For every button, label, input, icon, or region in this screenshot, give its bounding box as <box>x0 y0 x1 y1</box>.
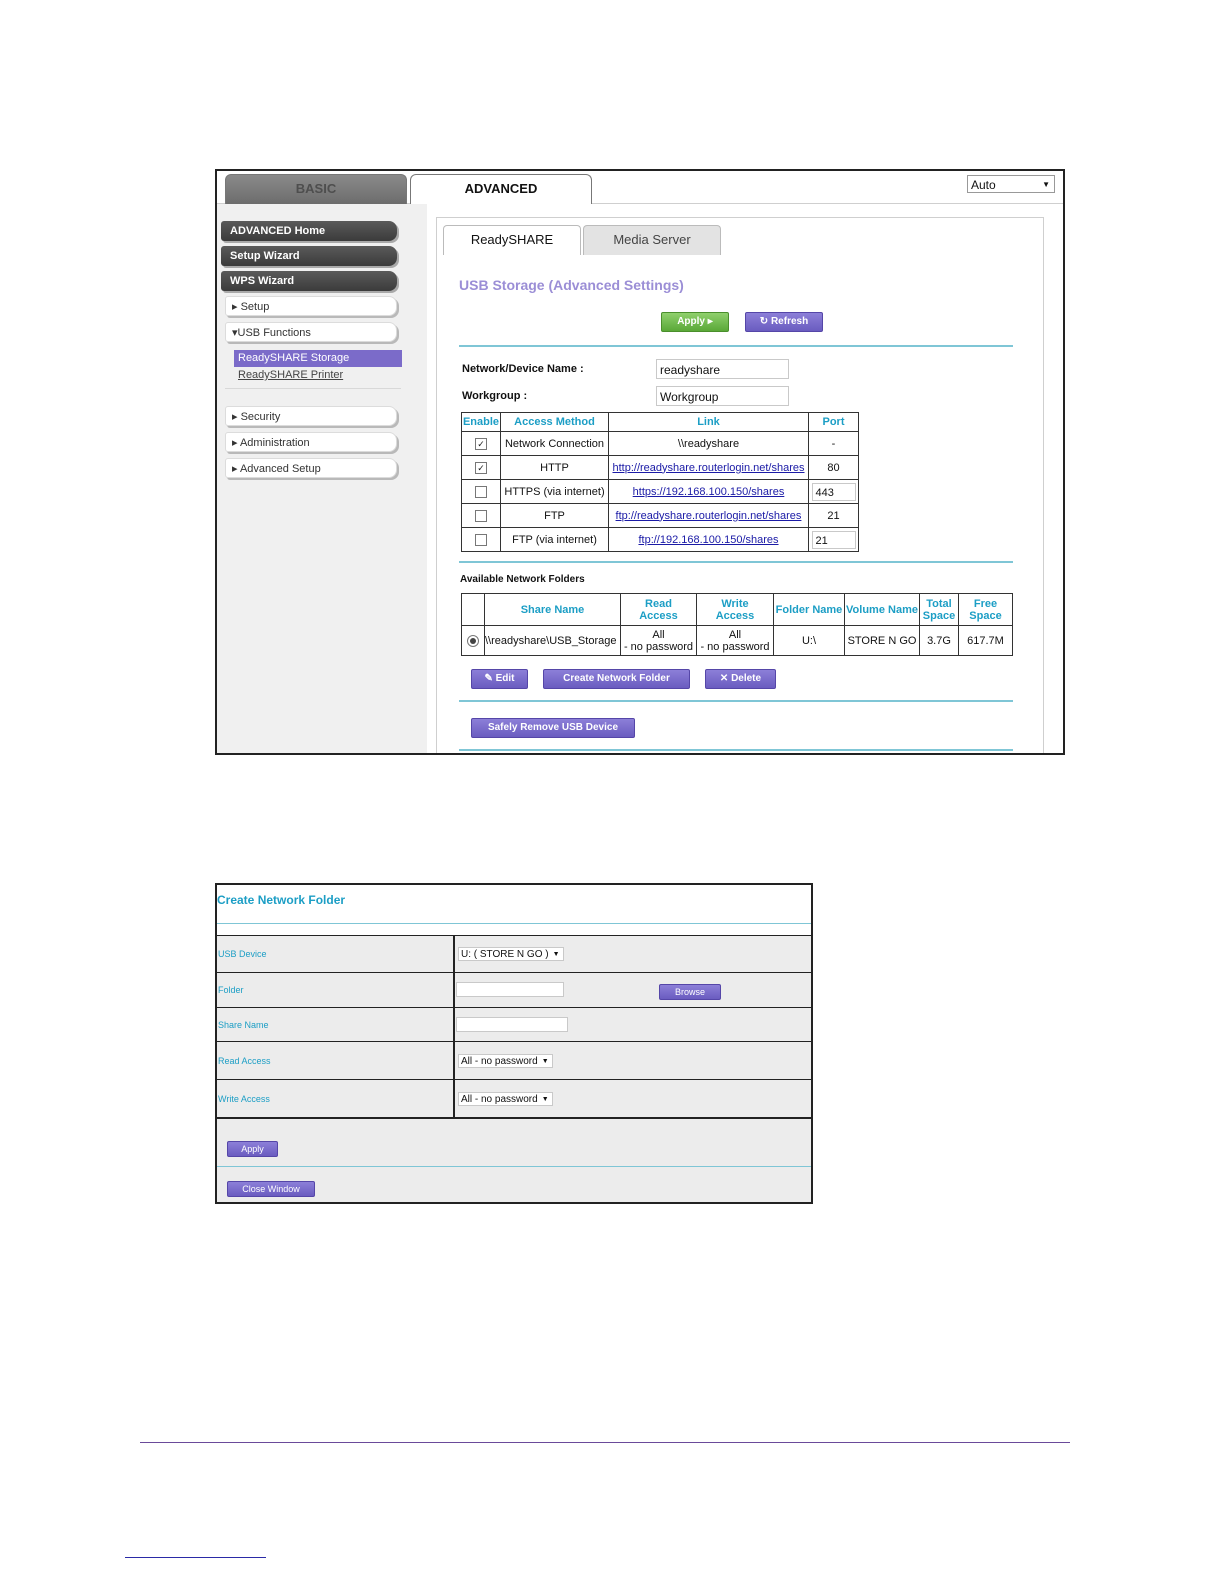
header-line: Space <box>969 609 1002 622</box>
footer-link-underline <box>125 1557 266 1558</box>
tab-readyshare[interactable]: ReadySHARE <box>443 225 581 255</box>
read-access-label: Read Access <box>218 1056 271 1066</box>
enable-checkbox[interactable]: ✓ <box>475 438 487 450</box>
column-header <box>959 594 1013 626</box>
column-divider <box>453 1042 455 1080</box>
table-row <box>462 504 859 528</box>
divider <box>217 923 811 924</box>
share-name: \\readyshare\USB_Storage <box>485 626 621 656</box>
write-access-line: - no password <box>700 640 770 653</box>
sidebar-item-setup-wizard[interactable]: Setup Wizard <box>221 246 397 266</box>
column-header <box>462 594 485 626</box>
port-value: 21 <box>809 504 859 528</box>
close-window-button[interactable]: Close Window <box>227 1181 315 1197</box>
access-link[interactable]: ftp://readyshare.routerlogin.net/shares <box>615 509 802 522</box>
table-row <box>462 456 859 480</box>
tab-basic[interactable]: BASIC <box>225 174 407 204</box>
page-title: USB Storage (Advanced Settings) <box>459 277 684 293</box>
usb-device-row <box>217 935 811 973</box>
column-header: Link <box>609 413 809 432</box>
sidebar-item-readyshare-printer[interactable]: ReadySHARE Printer <box>238 369 344 381</box>
content-panel <box>436 217 1044 755</box>
column-header <box>697 594 774 626</box>
workgroup-label: Workgroup : <box>462 390 528 402</box>
write-access-line: All <box>728 628 742 641</box>
enable-checkbox[interactable] <box>475 534 487 546</box>
header-line: Space <box>922 609 956 622</box>
safely-remove-usb-button[interactable]: Safely Remove USB Device <box>471 718 635 738</box>
write-access-label: Write Access <box>218 1094 270 1104</box>
divider <box>217 1166 811 1167</box>
column-divider <box>453 936 455 973</box>
port-input[interactable]: 443 <box>812 483 856 501</box>
sidebar-item-advanced-home[interactable]: ADVANCED Home <box>221 221 397 241</box>
access-method: FTP (via internet) <box>501 528 609 552</box>
header-line: Access <box>639 609 678 622</box>
column-header <box>621 594 697 626</box>
port-value: 80 <box>809 456 859 480</box>
header-line: Write <box>721 597 749 610</box>
workgroup-input[interactable]: Workgroup <box>656 386 789 406</box>
column-header: Volume Name <box>845 594 920 626</box>
column-divider <box>453 973 455 1008</box>
action-area <box>217 1117 811 1204</box>
free-space: 617.7M <box>959 626 1013 656</box>
enable-checkbox[interactable] <box>475 486 487 498</box>
usb-device-select[interactable] <box>458 947 564 961</box>
folders-section-title: Available Network Folders <box>460 574 585 585</box>
tab-advanced[interactable]: ADVANCED <box>410 174 592 204</box>
folder-label: Folder <box>218 985 244 995</box>
language-select-value: Auto <box>971 178 996 192</box>
tab-media-server[interactable]: Media Server <box>583 225 721 255</box>
sidebar-divider <box>225 388 401 389</box>
chevron-down-icon: ▼ <box>541 1096 549 1103</box>
read-access-row <box>217 1041 811 1080</box>
create-network-folder-button[interactable]: Create Network Folder <box>543 669 690 689</box>
write-access-row <box>217 1079 811 1118</box>
sidebar-item-security[interactable]: ▸ Security <box>225 406 397 426</box>
dialog-title: Create Network Folder <box>217 893 346 907</box>
access-link: \\readyshare <box>609 432 809 456</box>
folder-radio[interactable] <box>467 635 479 647</box>
sidebar-item-readyshare-storage[interactable]: ReadySHARE Storage <box>234 350 402 367</box>
share-name-label: Share Name <box>218 1020 269 1030</box>
column-divider <box>453 1080 455 1118</box>
device-name-label: Network/Device Name : <box>462 363 584 375</box>
port-input[interactable]: 21 <box>812 531 856 549</box>
enable-checkbox[interactable] <box>475 510 487 522</box>
router-admin-screenshot <box>215 169 1065 755</box>
apply-button[interactable]: Apply ▸ <box>661 312 729 332</box>
folder-name: U:\ <box>774 626 845 656</box>
write-access-value: All - no password <box>461 1094 538 1105</box>
usb-device-value: U: ( STORE N GO ) <box>461 949 549 960</box>
share-name-row <box>217 1007 811 1042</box>
usb-device-label: USB Device <box>218 949 267 959</box>
write-access <box>697 626 774 656</box>
total-space: 3.7G <box>920 626 959 656</box>
browse-button[interactable]: Browse <box>659 984 721 1000</box>
access-method: Network Connection <box>501 432 609 456</box>
chevron-down-icon: ▼ <box>552 951 560 958</box>
create-network-folder-dialog <box>215 883 813 1204</box>
access-method: HTTPS (via internet) <box>501 480 609 504</box>
sidebar-item-usb-functions[interactable]: ▾USB Functions <box>225 322 397 342</box>
port-value: - <box>809 432 859 456</box>
enable-checkbox[interactable]: ✓ <box>475 462 487 474</box>
chevron-down-icon: ▼ <box>541 1058 549 1065</box>
header-line: Access <box>715 609 755 622</box>
access-link[interactable]: https://192.168.100.150/shares <box>632 485 785 498</box>
table-row <box>462 626 1013 656</box>
table-row <box>462 480 859 504</box>
read-access-value: All - no password <box>461 1056 538 1067</box>
divider <box>459 345 1013 347</box>
volume-name: STORE N GO <box>845 626 920 656</box>
folder-input[interactable] <box>456 982 564 997</box>
device-name-input[interactable]: readyshare <box>656 359 789 379</box>
table-row <box>462 432 859 456</box>
access-method: HTTP <box>501 456 609 480</box>
column-header: Folder Name <box>774 594 845 626</box>
sidebar <box>217 204 427 754</box>
header-line: Read <box>645 597 672 610</box>
table-row <box>462 528 859 552</box>
network-folders-table <box>461 593 1013 656</box>
read-access-line: - no password <box>623 640 694 653</box>
edit-button[interactable]: ✎ Edit <box>471 669 528 689</box>
column-divider <box>453 1008 455 1042</box>
access-method: FTP <box>501 504 609 528</box>
refresh-button[interactable]: ↻ Refresh <box>745 312 823 332</box>
sidebar-item-advanced-setup[interactable]: ▸ Advanced Setup <box>225 458 397 478</box>
column-header: Access Method <box>501 413 609 432</box>
delete-button[interactable]: ✕ Delete <box>705 669 776 689</box>
write-access-select[interactable] <box>458 1092 553 1106</box>
apply-button[interactable]: Apply <box>227 1141 278 1157</box>
divider <box>459 561 1013 563</box>
read-access-line: All <box>652 628 665 641</box>
header-line: Free <box>973 597 998 610</box>
sidebar-item-setup[interactable]: ▸ Setup <box>225 296 397 316</box>
folder-row <box>217 972 811 1008</box>
divider <box>459 749 1013 751</box>
divider <box>459 700 1013 702</box>
sidebar-item-wps-wizard[interactable]: WPS Wizard <box>221 271 397 291</box>
read-access <box>621 626 697 656</box>
column-header: Enable <box>462 413 501 432</box>
page-footer-rule <box>140 1442 1070 1443</box>
access-methods-table <box>461 412 859 552</box>
column-header: Share Name <box>485 594 621 626</box>
language-select[interactable] <box>967 175 1055 193</box>
sidebar-item-administration[interactable]: ▸ Administration <box>225 432 397 452</box>
header-line: Total <box>926 597 952 610</box>
chevron-down-icon: ▼ <box>1042 180 1050 189</box>
top-tab-bar <box>217 171 1063 204</box>
read-access-select[interactable] <box>458 1054 553 1068</box>
share-name-input[interactable] <box>456 1017 568 1032</box>
access-link[interactable]: http://readyshare.routerlogin.net/shares <box>612 461 805 474</box>
column-header: Port <box>809 413 859 432</box>
column-header <box>920 594 959 626</box>
access-link[interactable]: ftp://192.168.100.150/shares <box>638 533 779 546</box>
